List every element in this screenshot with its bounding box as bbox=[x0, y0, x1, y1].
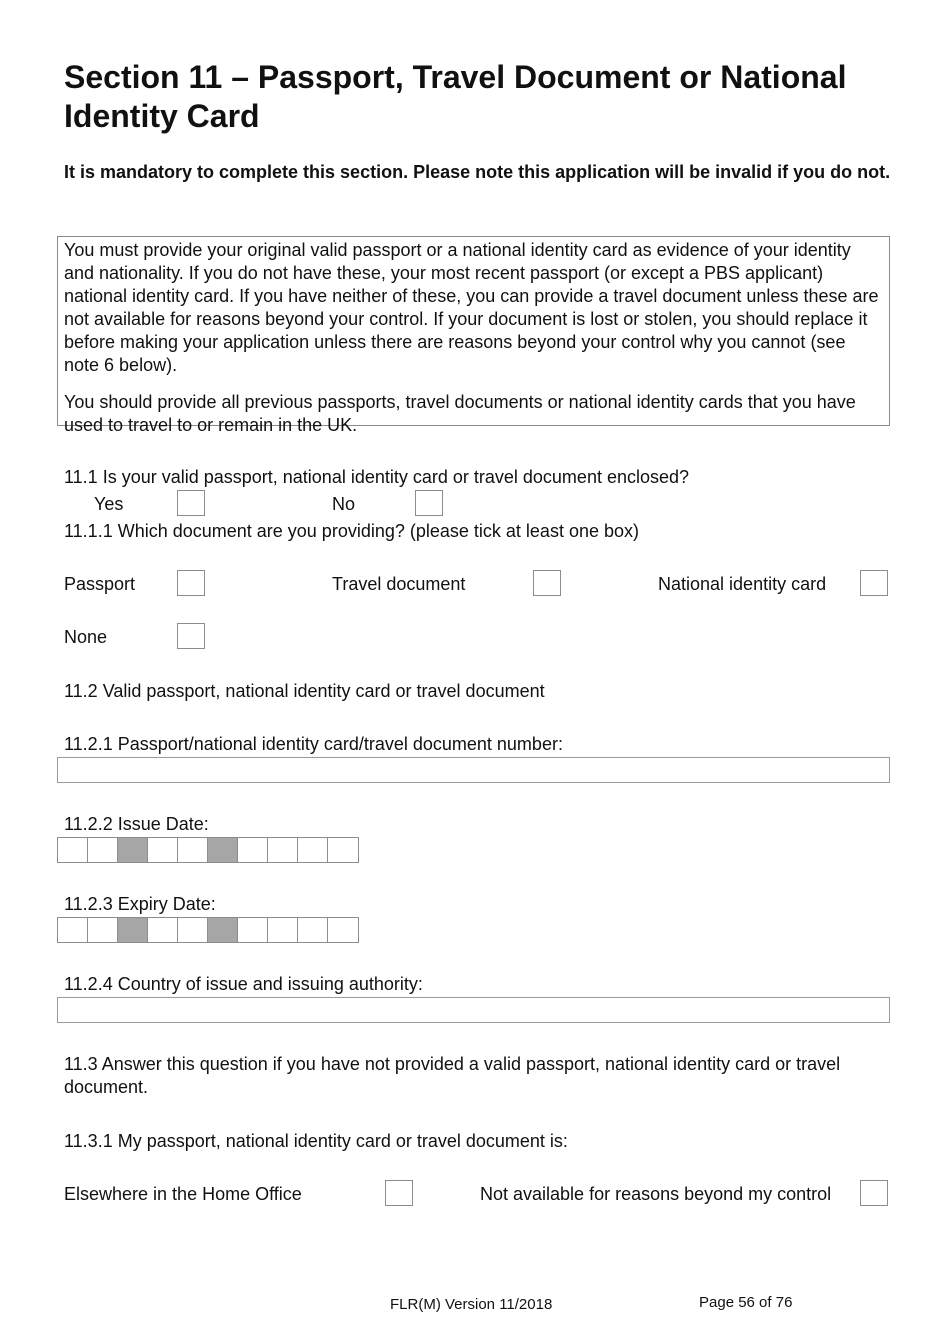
document-number-field[interactable] bbox=[57, 757, 890, 783]
date-digit-cell[interactable] bbox=[298, 838, 328, 862]
national-identity-card-label: National identity card bbox=[658, 574, 827, 594]
question-11-3: 11.3 Answer this question if you have not provided a valid passport, national identity card or travel document. bbox=[64, 1054, 841, 1097]
question-11-1-1: 11.1.1 Which document are you providing? (please tick at least one box) bbox=[64, 521, 639, 541]
passport-checkbox[interactable] bbox=[177, 570, 205, 596]
expiry-date-field[interactable] bbox=[57, 917, 359, 943]
yes-checkbox[interactable] bbox=[177, 490, 205, 516]
passport-label: Passport bbox=[64, 574, 136, 594]
date-separator-cell bbox=[118, 838, 148, 862]
country-of-issue-label: 11.2.4 Country of issue and issuing authority: bbox=[64, 974, 423, 994]
heading-11-2: 11.2 Valid passport, national identity card or travel document bbox=[64, 681, 545, 701]
no-checkbox[interactable] bbox=[415, 490, 443, 516]
date-separator-cell bbox=[208, 918, 238, 942]
elsewhere-home-office-label: Elsewhere in the Home Office bbox=[64, 1184, 302, 1204]
date-separator-cell bbox=[118, 918, 148, 942]
date-digit-cell[interactable] bbox=[178, 918, 208, 942]
date-digit-cell[interactable] bbox=[238, 838, 268, 862]
date-separator-cell bbox=[208, 838, 238, 862]
info-paragraph: You must provide your original valid passport or a national identity card as evidence of your identity and nationality. If you do not have these, your most recent passport (or except a PBS applicant) national identity card. If you have neither of these, you can provide a travel document unless these are not available for reasons beyond your control. If your document is lost or stolen, you should replace it before making your application unless there are reasons beyond your control why you cannot (see note 6 below). bbox=[64, 240, 879, 375]
date-digit-cell[interactable] bbox=[238, 918, 268, 942]
date-digit-cell[interactable] bbox=[268, 918, 298, 942]
date-digit-cell[interactable] bbox=[328, 838, 358, 862]
expiry-date-label: 11.2.3 Expiry Date: bbox=[64, 894, 216, 914]
question-11-1: 11.1 Is your valid passport, national identity card or travel document enclosed? bbox=[64, 467, 690, 487]
issue-date-field[interactable] bbox=[57, 837, 359, 863]
travel-document-label: Travel document bbox=[332, 574, 466, 594]
date-digit-cell[interactable] bbox=[148, 838, 178, 862]
date-digit-cell[interactable] bbox=[88, 838, 118, 862]
date-digit-cell[interactable] bbox=[328, 918, 358, 942]
none-label: None bbox=[64, 627, 108, 647]
info-box bbox=[57, 236, 890, 435]
form-version: FLR(M) Version 11/2018 bbox=[390, 1296, 553, 1313]
date-digit-cell[interactable] bbox=[58, 838, 88, 862]
not-available-label: Not available for reasons beyond my control bbox=[480, 1184, 832, 1204]
country-of-issue-field[interactable] bbox=[57, 997, 890, 1023]
mandatory-note: It is mandatory to complete this section. Please note this application will be invalid if you do not. bbox=[64, 162, 891, 182]
date-digit-cell[interactable] bbox=[298, 918, 328, 942]
national-identity-card-checkbox[interactable] bbox=[860, 570, 888, 596]
not-available-checkbox[interactable] bbox=[860, 1180, 888, 1206]
info-paragraph: You should provide all previous passports, travel documents or national identity cards that you have used to travel to or remain in the UK. bbox=[64, 392, 856, 435]
date-digit-cell[interactable] bbox=[148, 918, 178, 942]
travel-document-checkbox[interactable] bbox=[533, 570, 561, 596]
date-digit-cell[interactable] bbox=[58, 918, 88, 942]
date-digit-cell[interactable] bbox=[268, 838, 298, 862]
no-label: No bbox=[332, 494, 356, 514]
date-digit-cell[interactable] bbox=[88, 918, 118, 942]
page-number: Page 56 of 76 bbox=[699, 1294, 793, 1311]
date-digit-cell[interactable] bbox=[178, 838, 208, 862]
elsewhere-home-office-checkbox[interactable] bbox=[385, 1180, 413, 1206]
question-11-3-1: 11.3.1 My passport, national identity card or travel document is: bbox=[64, 1131, 568, 1151]
yes-label: Yes bbox=[94, 494, 124, 514]
page-title: Section 11 – Passport, Travel Document or National Identity Card bbox=[64, 59, 847, 134]
issue-date-label: 11.2.2 Issue Date: bbox=[64, 814, 209, 834]
none-checkbox[interactable] bbox=[177, 623, 205, 649]
document-number-label: 11.2.1 Passport/national identity card/travel document number: bbox=[64, 734, 563, 754]
